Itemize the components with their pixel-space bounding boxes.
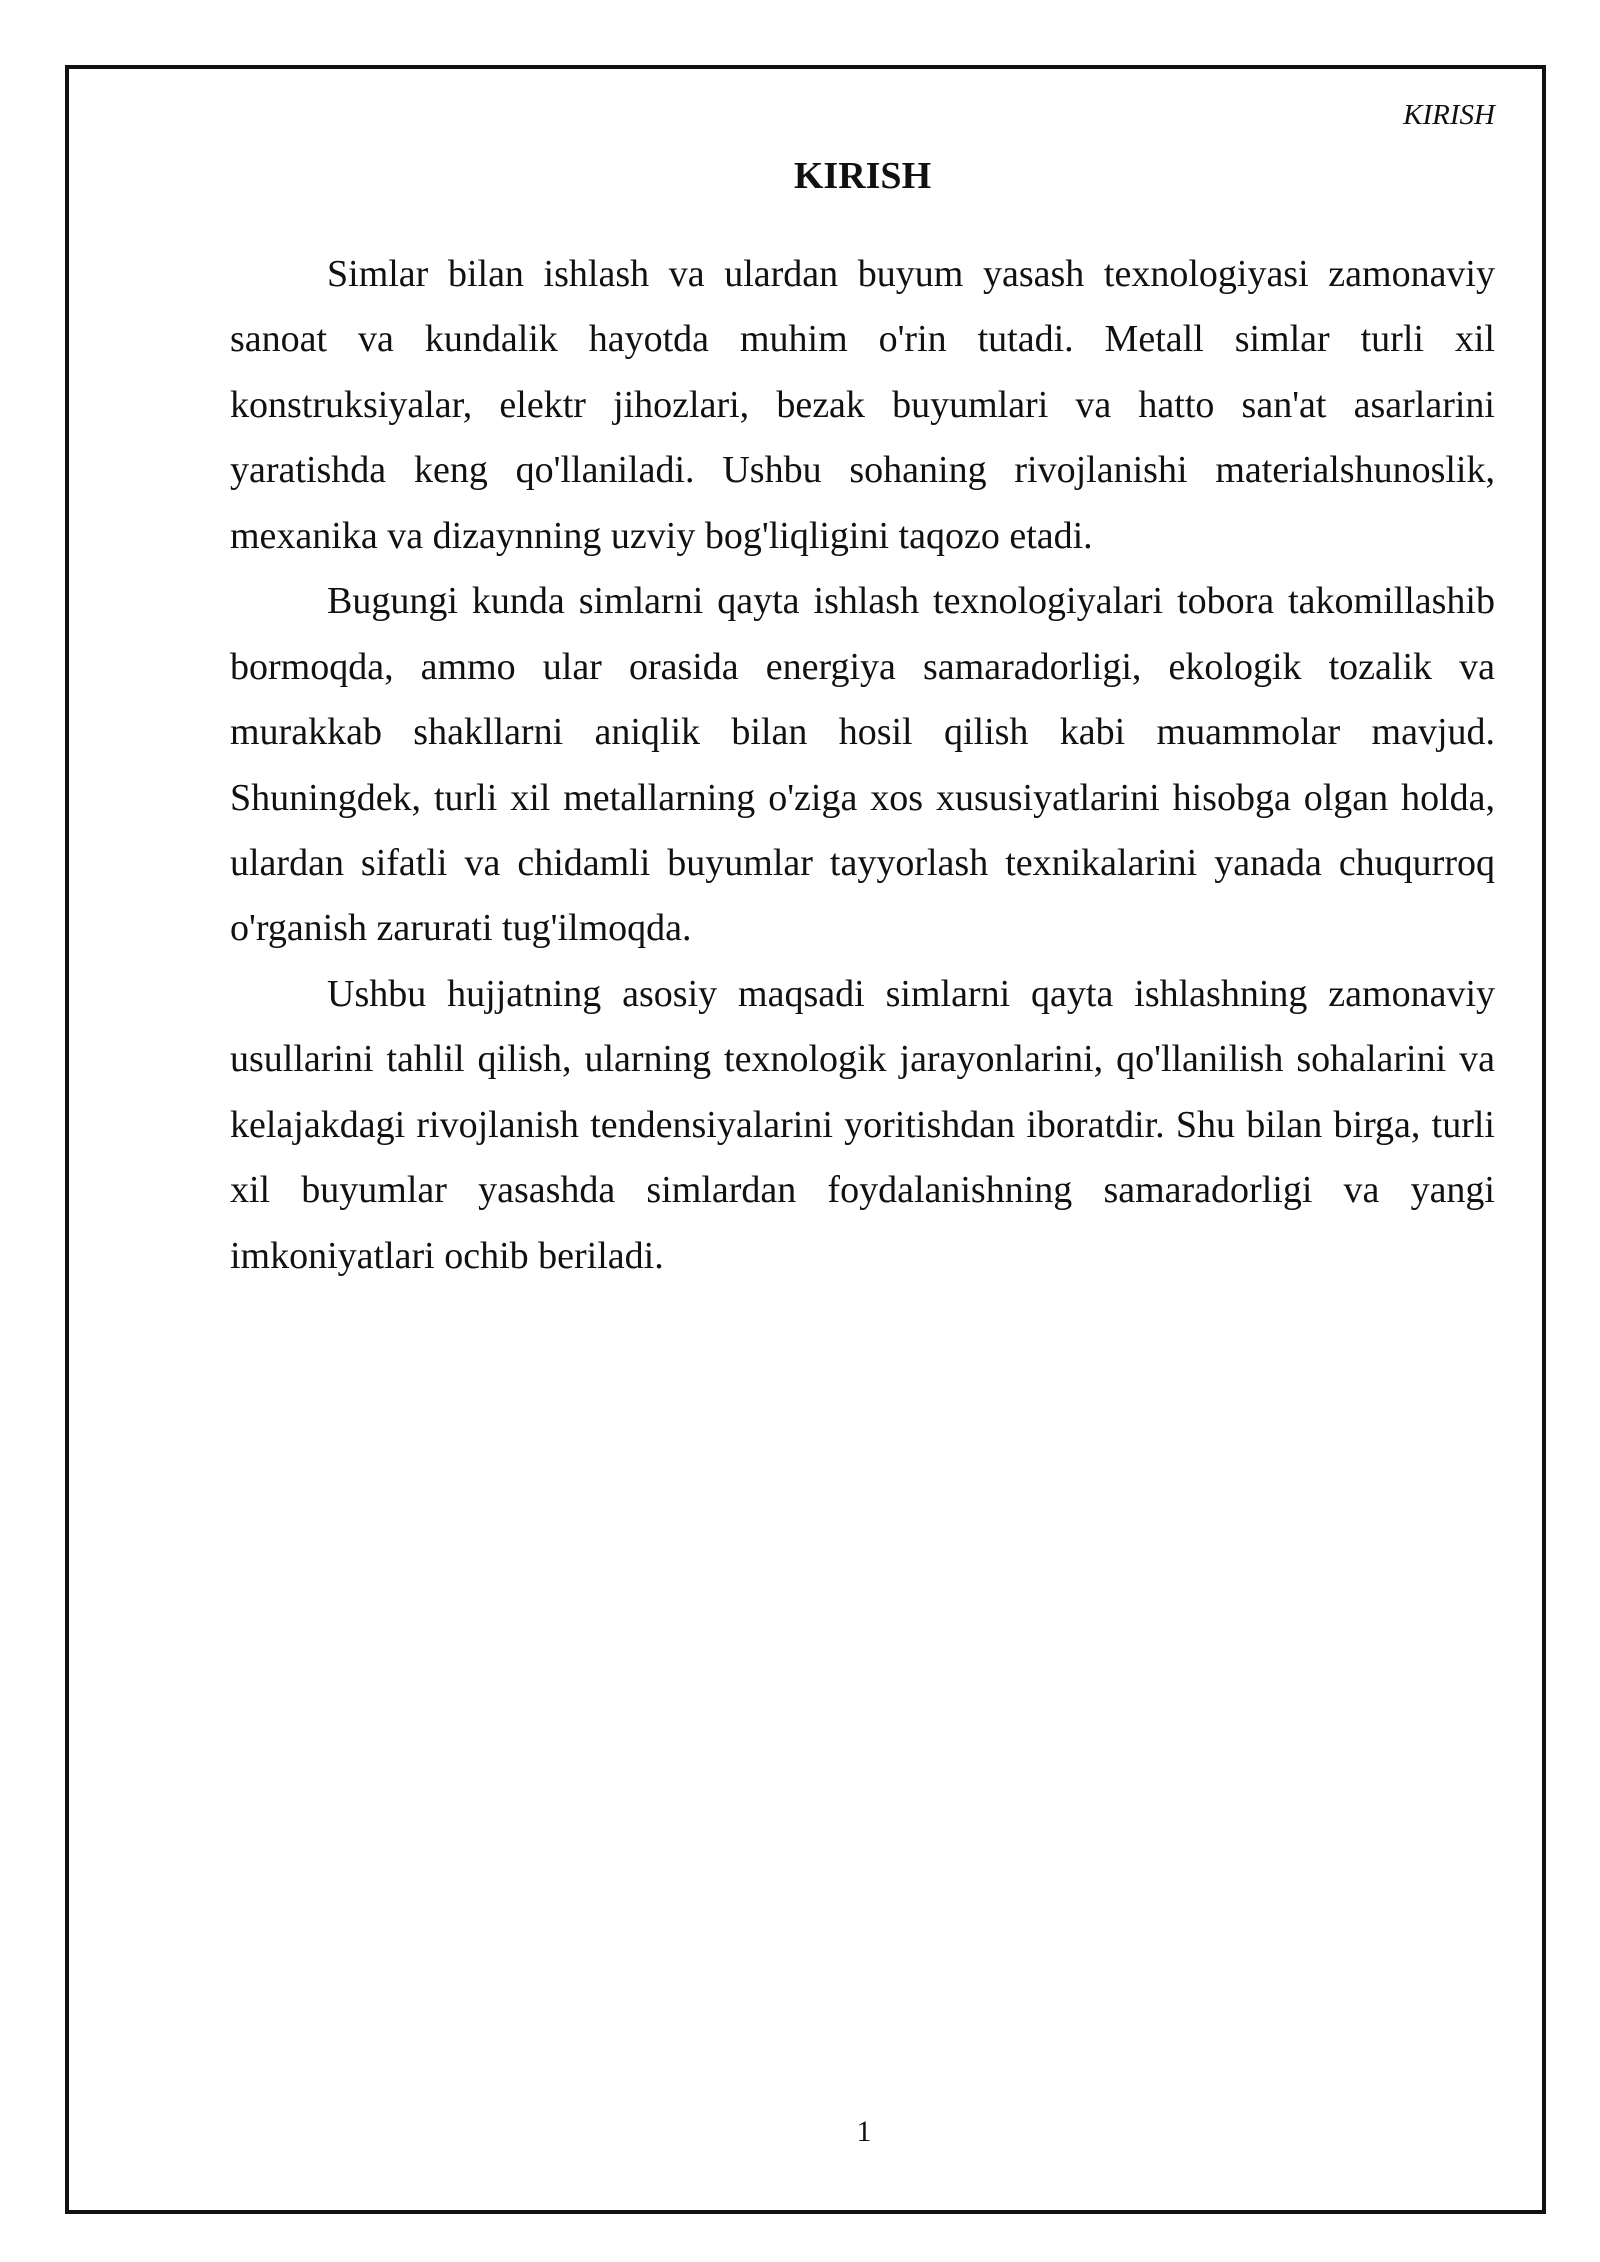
text-line: murakkab shakllarni aniqlik bilan hosil qilish kabi muammolar mavjud.: [230, 711, 1495, 754]
text-line: o'rganish zarurati tug'ilmoqda.: [230, 907, 692, 950]
document-body: [230, 242, 1495, 1289]
text-line: Bugungi kunda simlarni qayta ishlash texnologiyalari tobora takomillashib: [327, 580, 1495, 623]
text-line: ulardan sifatli va chidamli buyumlar tayyorlash texnikalarini yanada chuqurroq: [230, 841, 1495, 884]
text-line: konstruksiyalar, elektr jihozlari, bezak buyumlari va hatto san'at asarlarini: [230, 383, 1495, 426]
text-line: Simlar bilan ishlash va ulardan buyum yasash texnologiyasi zamonaviy: [327, 253, 1495, 295]
text-line: usullarini tahlil qilish, ularning texnologik jarayonlarini, qo'llanilish sohalarini va: [230, 1038, 1495, 1081]
text-line: Shuningdek, turli xil metallarning o'ziga xos xususiyatlarini hisobga olgan holda,: [230, 776, 1495, 819]
paragraph-3: [230, 962, 1495, 1289]
text-line: kelajakdagi rivojlanish tendensiyalarini yoritishdan iboratdir. Shu bilan birga, turli: [230, 1103, 1495, 1146]
page-title: KIRISH: [793, 155, 932, 197]
running-header: KIRISH: [1403, 99, 1495, 131]
text-line: yaratishda keng qo'llaniladi. Ushbu sohaning rivojlanishi materialshunoslik,: [230, 449, 1495, 492]
text-line: sanoat va kundalik hayotda muhim o'rin tutadi. Metall simlar turli xil: [230, 318, 1495, 361]
text-line: mexanika va dizaynning uzviy bog'liqligini taqozo etadi.: [230, 514, 1093, 557]
text-line: Ushbu hujjatning asosiy maqsadi simlarni qayta ishlashning zamonaviy: [327, 972, 1495, 1015]
text-line: xil buyumlar yasashda simlardan foydalanishning samaradorligi va yangi: [230, 1169, 1495, 1212]
text-line: imkoniyatlari ochib beriladi.: [230, 1234, 664, 1277]
page-number: 1: [856, 2115, 872, 2148]
paragraph-1: [230, 242, 1495, 569]
paragraph-2: [230, 569, 1495, 962]
text-line: bormoqda, ammo ular orasida energiya samaradorligi, ekologik tozalik va: [230, 645, 1495, 688]
